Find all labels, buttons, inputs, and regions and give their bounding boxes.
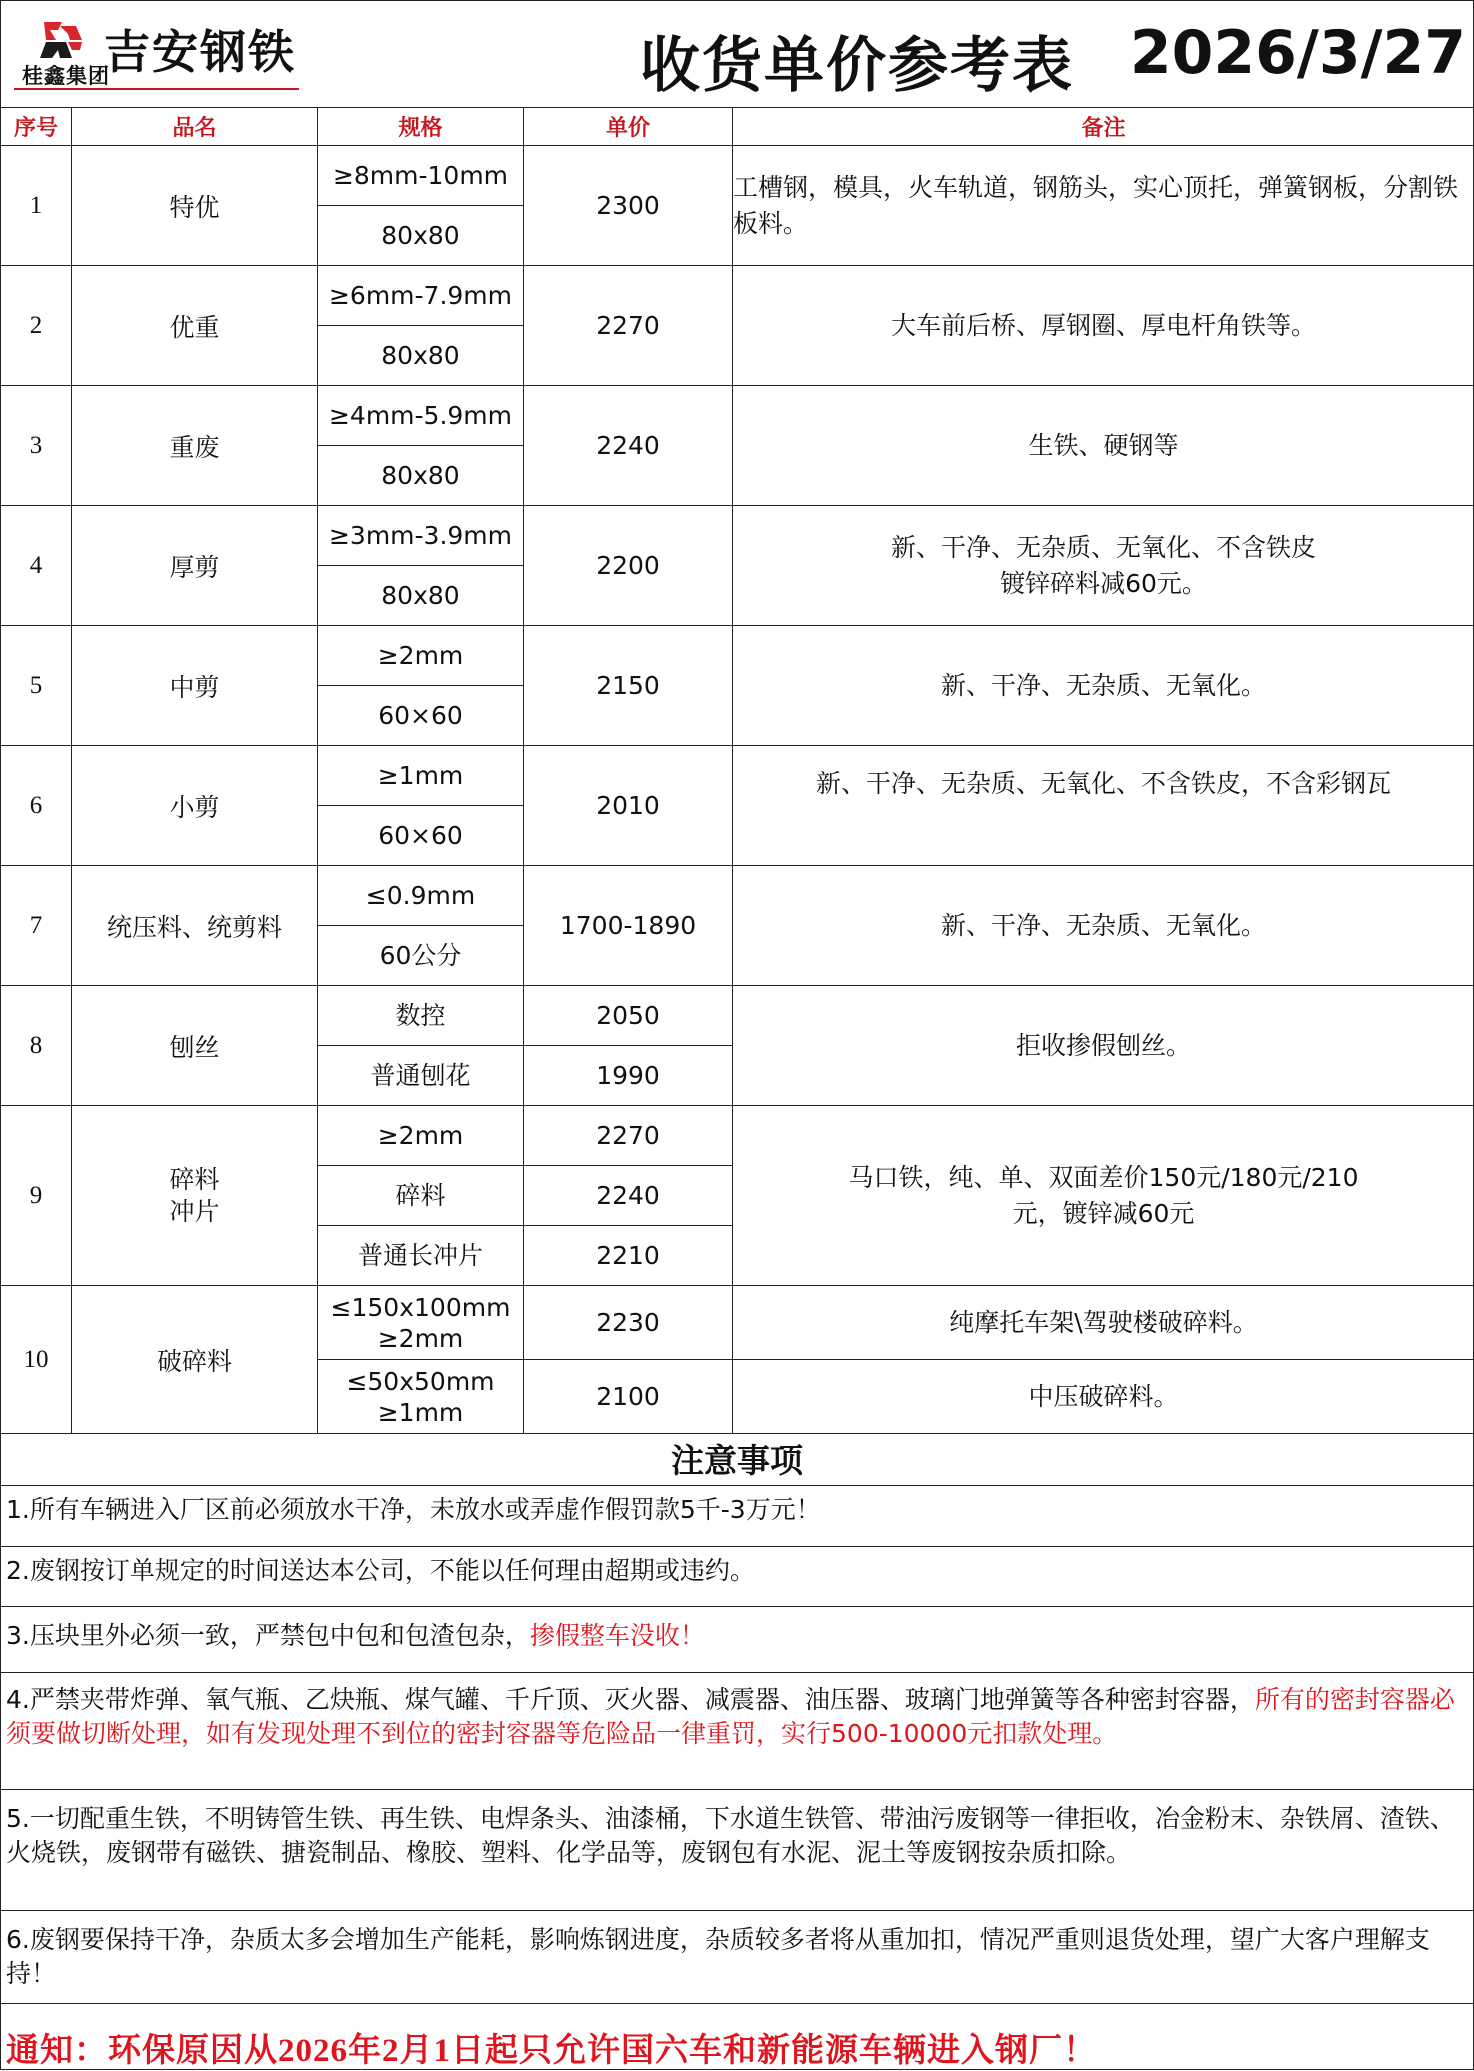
row-no: 2 [1, 266, 72, 386]
notice-text: 1.所有车辆进入厂区前必须放水干净，未放水或弄虚作假罚款5千-3万元！ [6, 1495, 821, 1524]
note-line: 元，镀锌减60元 [733, 1196, 1474, 1232]
col-header-note: 备注 [733, 108, 1474, 146]
notice-item [0, 1911, 1474, 2004]
table-row [1, 146, 1474, 206]
row-spec: ≥2mm [318, 626, 524, 686]
table-row [1, 986, 1474, 1046]
header [0, 0, 1474, 107]
notice-text: 4.严禁夹带炸弹、氧气瓶、乙炔瓶、煤气罐、千斤顶、灭火器、减震器、油压器、玻璃门地弹簧等各种密封容器， [6, 1685, 1255, 1714]
row-no: 7 [1, 866, 72, 986]
col-header-name: 品名 [72, 108, 318, 146]
row-spec: 60×60 [318, 686, 524, 746]
table-row [1, 626, 1474, 686]
table-row [1, 746, 1474, 806]
row-no: 3 [1, 386, 72, 506]
company-logo [14, 14, 304, 92]
notice-item [0, 1607, 1474, 1673]
row-spec: ≥6mm-7.9mm [318, 266, 524, 326]
row-spec: 80x80 [318, 326, 524, 386]
spec-line: ≥2mm [318, 1323, 523, 1354]
table-header-row [1, 108, 1474, 146]
group-logo-icon [36, 18, 86, 64]
note-line: 马口铁，纯、单、双面差价150元/180元/210 [733, 1160, 1474, 1196]
row-spec: 60×60 [318, 806, 524, 866]
row-spec: ≥2mm [318, 1106, 524, 1166]
row-name: 优重 [72, 266, 318, 386]
row-note: 生铁、硬钢等 [733, 386, 1474, 506]
row-price: 2270 [524, 1106, 733, 1166]
row-spec: 80x80 [318, 206, 524, 266]
final-notice: 通知：环保原因从2026年2月1日起只允许国六车和新能源车辆进入钢厂！ [6, 2024, 1097, 2071]
logo-underline [14, 88, 299, 90]
row-price: 2210 [524, 1226, 733, 1286]
row-note: 新、干净、无杂质、无氧化、不含铁皮，不含彩钢瓦 [733, 746, 1474, 866]
notice-item [0, 1486, 1474, 1547]
notices-section [0, 1437, 1474, 2004]
row-no: 10 [1, 1286, 72, 1434]
notice-item [0, 1547, 1474, 1607]
name-line: 冲片 [72, 1196, 317, 1228]
notice-text: 3.压块里外必须一致，严禁包中包和包渣包杂， [6, 1621, 530, 1650]
name-line: 碎料 [72, 1164, 317, 1196]
row-name: 破碎料 [72, 1286, 318, 1434]
table-row [1, 866, 1474, 926]
company-name: 吉安钢铁 [104, 16, 296, 82]
notice-warning-text: 掺假整车没收！ [530, 1621, 705, 1650]
row-note [733, 506, 1474, 626]
note-line: 新、干净、无杂质、无氧化、不含铁皮 [733, 530, 1474, 566]
row-name: 特优 [72, 146, 318, 266]
row-name: 厚剪 [72, 506, 318, 626]
company-group-name: 桂鑫集团 [22, 60, 110, 90]
row-price: 2050 [524, 986, 733, 1046]
page-date: 2026/3/27 [1130, 18, 1466, 88]
row-no: 8 [1, 986, 72, 1106]
spec-line: ≤50x50mm [318, 1366, 523, 1397]
notice-warning-text: 所有的密封容器必须要做切断处理，如有发现处理不到位的密封容器等危险品一律重罚，实行500-10000元扣款处理。 [6, 1685, 1455, 1748]
row-price: 2010 [524, 746, 733, 866]
row-no: 6 [1, 746, 72, 866]
row-price: 2240 [524, 386, 733, 506]
row-price: 2300 [524, 146, 733, 266]
table-row [1, 386, 1474, 446]
row-no: 5 [1, 626, 72, 746]
notice-item [0, 1790, 1474, 1911]
spec-line: ≤150x100mm [318, 1292, 523, 1323]
row-price: 1700-1890 [524, 866, 733, 986]
notice-text: 6.废钢要保持干净，杂质太多会增加生产能耗，影响炼钢进度，杂质较多者将从重加扣，情况严重则退货处理，望广大客户理解支持！ [6, 1925, 1430, 1988]
col-header-no: 序号 [1, 108, 72, 146]
row-note: 新、干净、无杂质、无氧化。 [733, 626, 1474, 746]
notices-title: 注意事项 [0, 1437, 1474, 1486]
notice-item [0, 1673, 1474, 1790]
row-note: 大车前后桥、厚钢圈、厚电杆角铁等。 [733, 266, 1474, 386]
row-note: 新、干净、无杂质、无氧化。 [733, 866, 1474, 986]
row-name: 重废 [72, 386, 318, 506]
row-spec: ≥3mm-3.9mm [318, 506, 524, 566]
row-name: 中剪 [72, 626, 318, 746]
row-name [72, 1106, 318, 1286]
row-spec: ≥1mm [318, 746, 524, 806]
row-price: 2200 [524, 506, 733, 626]
notice-text: 5.一切配重生铁，不明铸管生铁、再生铁、电焊条头、油漆桶，下水道生铁管、带油污废钢等一律拒收，冶金粉末、杂铁屑、渣铁、火烧铁，废钢带有磁铁、搪瓷制品、橡胶、塑料、化学品等，废钢包有水泥、泥土等废钢按杂质扣除。 [6, 1804, 1455, 1867]
row-name: 统压料、统剪料 [72, 866, 318, 986]
col-header-spec: 规格 [318, 108, 524, 146]
price-table [0, 107, 1474, 1434]
row-spec: 数控 [318, 986, 524, 1046]
col-header-price: 单价 [524, 108, 733, 146]
row-name: 小剪 [72, 746, 318, 866]
row-price: 1990 [524, 1046, 733, 1106]
row-spec: 普通刨花 [318, 1046, 524, 1106]
spec-line: ≥1mm [318, 1397, 523, 1428]
row-note: 拒收掺假刨丝。 [733, 986, 1474, 1106]
row-spec: ≥8mm-10mm [318, 146, 524, 206]
row-price: 2270 [524, 266, 733, 386]
row-note: 工槽钢，模具，火车轨道，钢筋头，实心顶托，弹簧钢板，分割铁板料。 [733, 146, 1474, 266]
table-row [1, 506, 1474, 566]
row-spec [318, 1360, 524, 1434]
page-title: 收货单价参考表 [640, 18, 1074, 104]
row-note: 纯摩托车架\驾驶楼破碎料。 [733, 1286, 1474, 1360]
row-no: 4 [1, 506, 72, 626]
row-note: 中压破碎料。 [733, 1360, 1474, 1434]
row-spec: 80x80 [318, 566, 524, 626]
row-spec: 60公分 [318, 926, 524, 986]
notice-text: 2.废钢按订单规定的时间送达本公司，不能以任何理由超期或违约。 [6, 1556, 755, 1585]
row-spec: ≥4mm-5.9mm [318, 386, 524, 446]
row-spec: 碎料 [318, 1166, 524, 1226]
table-row [1, 1106, 1474, 1166]
row-no: 1 [1, 146, 72, 266]
row-spec [318, 1286, 524, 1360]
row-name: 刨丝 [72, 986, 318, 1106]
row-note [733, 1106, 1474, 1286]
row-no: 9 [1, 1106, 72, 1286]
table-row [1, 266, 1474, 326]
row-price: 2100 [524, 1360, 733, 1434]
row-price: 2230 [524, 1286, 733, 1360]
row-spec: 普通长冲片 [318, 1226, 524, 1286]
note-line: 镀锌碎料减60元。 [733, 566, 1474, 602]
row-spec: ≤0.9mm [318, 866, 524, 926]
row-price: 2240 [524, 1166, 733, 1226]
row-spec: 80x80 [318, 446, 524, 506]
row-price: 2150 [524, 626, 733, 746]
table-row [1, 1286, 1474, 1360]
